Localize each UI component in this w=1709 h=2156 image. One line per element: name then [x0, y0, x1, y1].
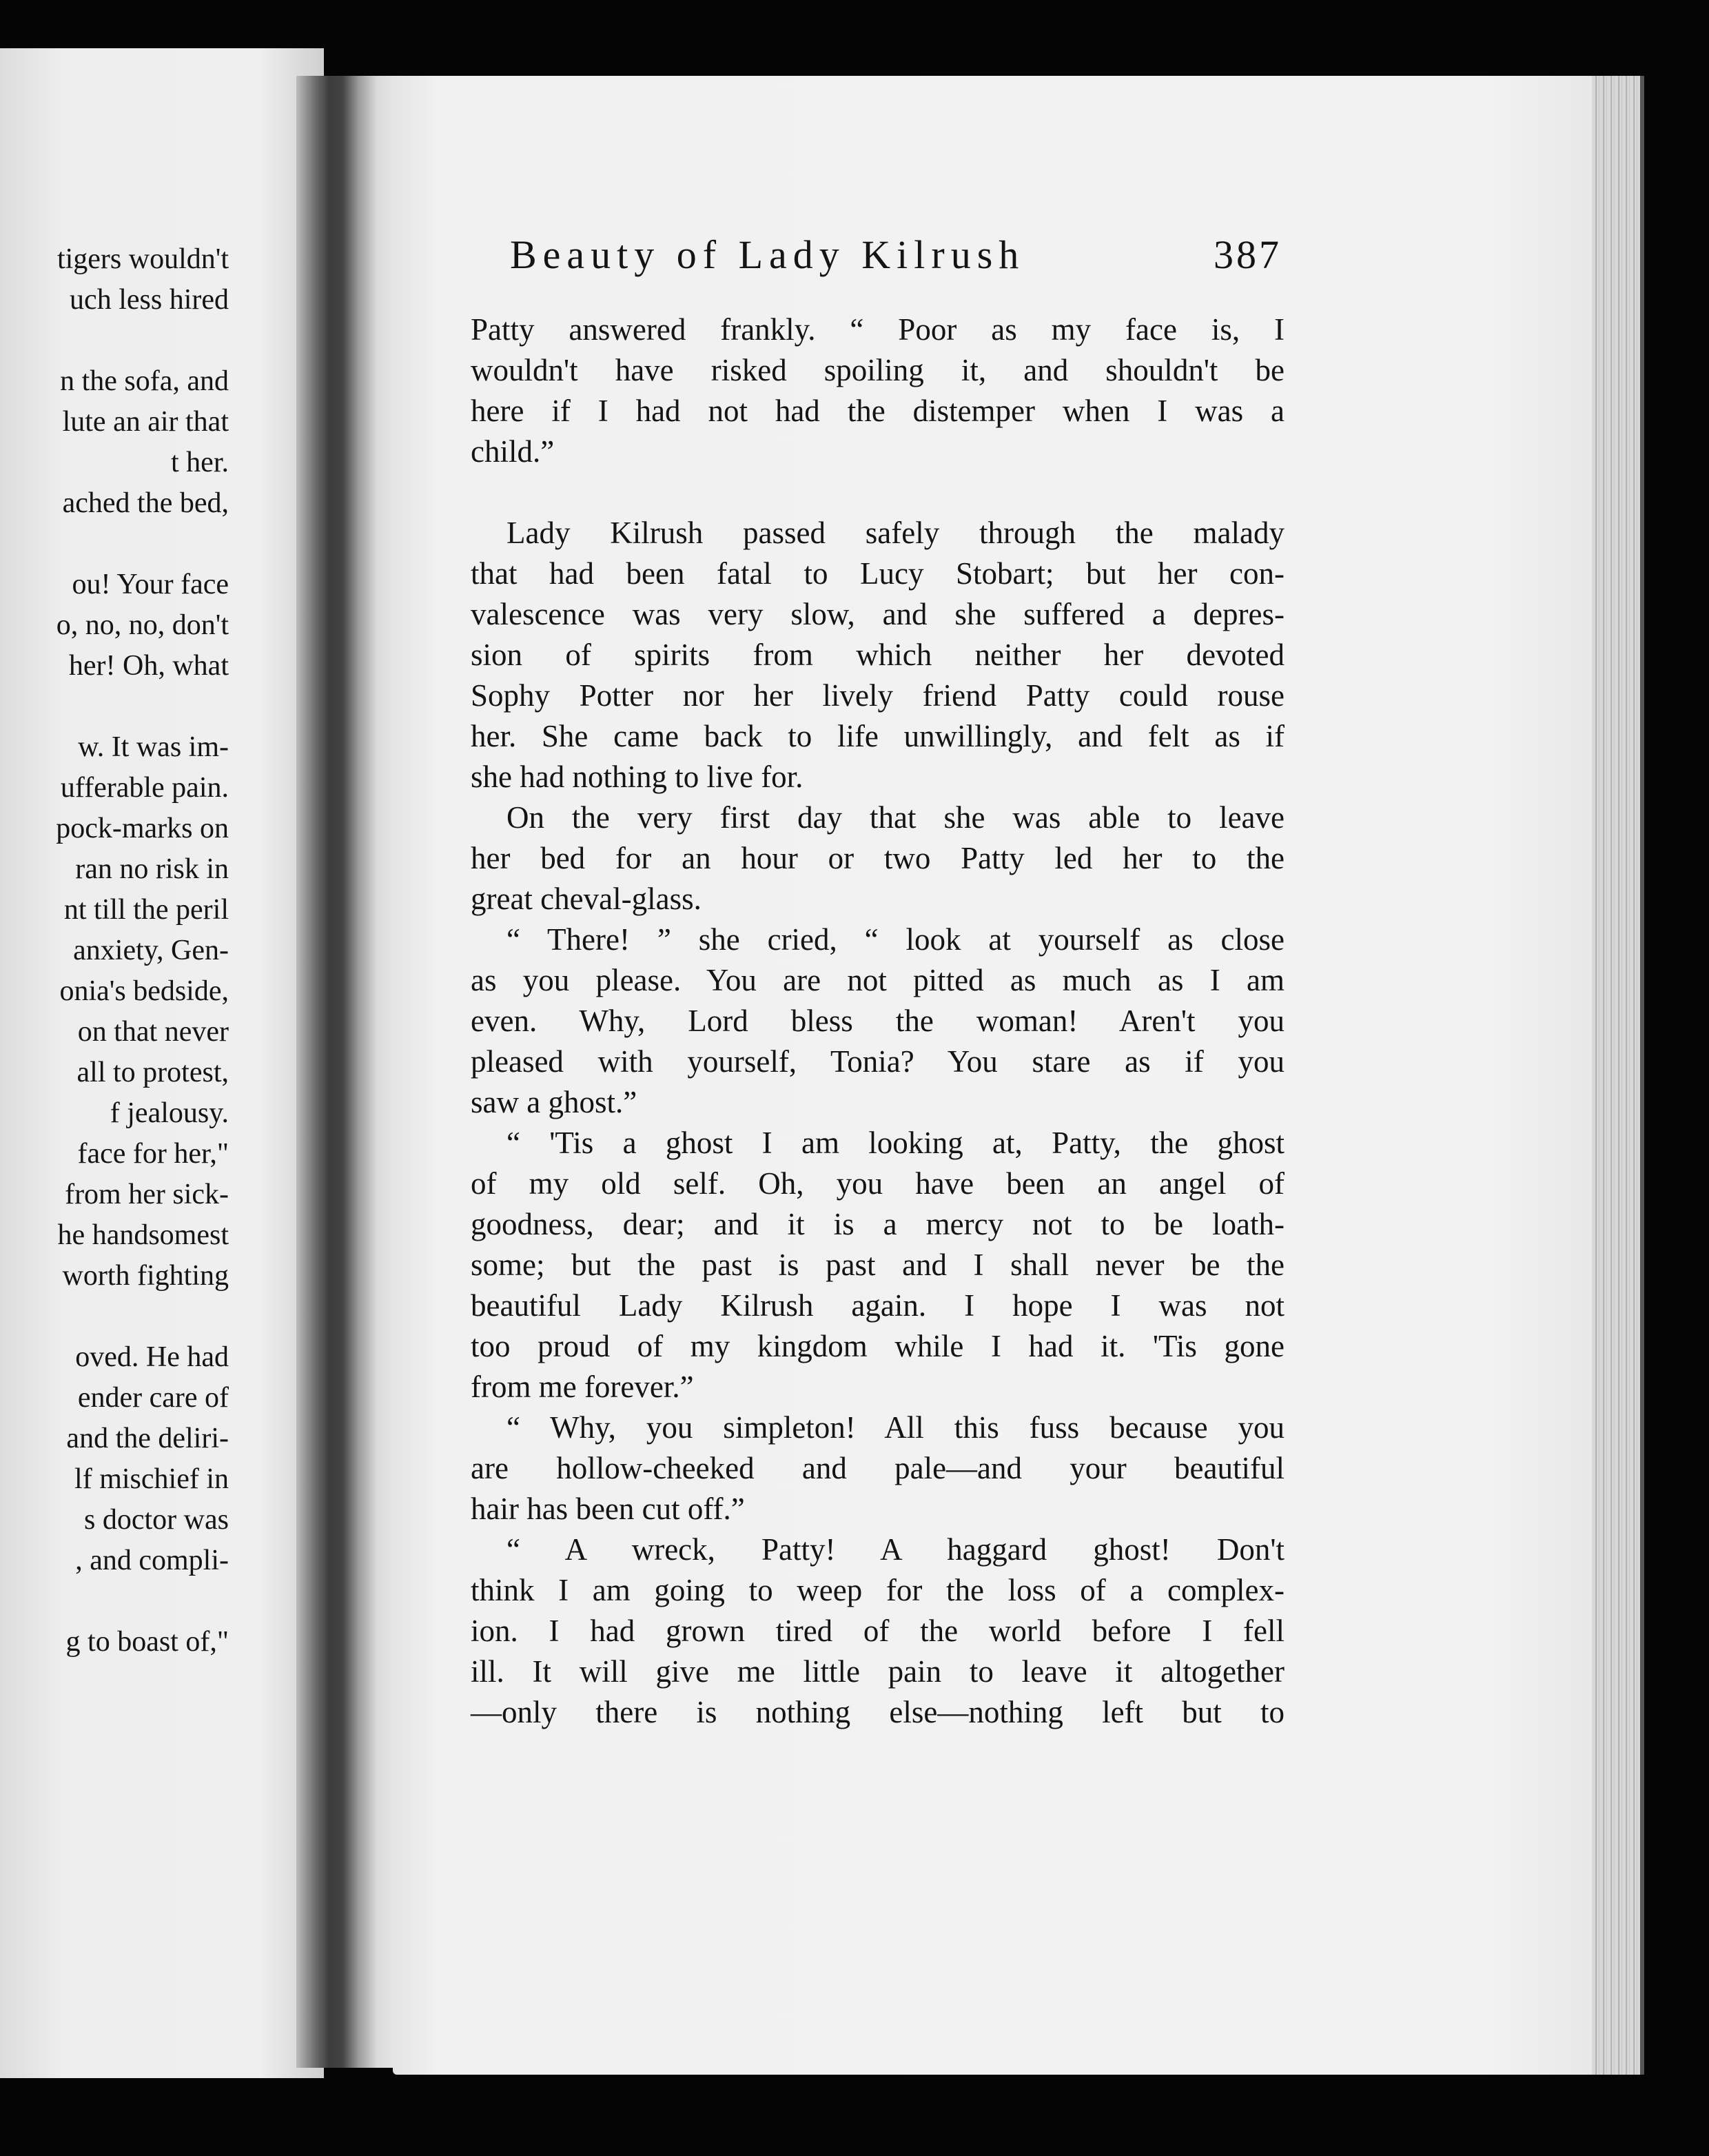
text-line: from me forever.”: [471, 1370, 694, 1404]
left-line: all to protest,: [76, 1057, 229, 1088]
left-line: uch less hired: [70, 284, 229, 316]
text-line: even. Why, Lord bless the woman! Aren't you: [471, 1004, 1285, 1038]
left-line: f jealousy.: [110, 1097, 229, 1129]
text-line: —only there is nothing else—nothing left but to: [471, 1695, 1285, 1729]
text-line: Patty answered frankly. “ Poor as my face is, I: [471, 312, 1285, 347]
left-line: onia's bedside,: [59, 975, 229, 1007]
left-line: he handsomest: [57, 1219, 229, 1251]
text-line: too proud of my kingdom while I had it. 'Tis gone: [471, 1329, 1285, 1363]
text-line: pleased with yourself, Tonia? You stare as if you: [471, 1044, 1285, 1079]
running-head-title: Beauty of Lady Kilrush: [510, 232, 1025, 277]
left-line: s doctor was: [84, 1504, 229, 1536]
text-line: ion. I had grown tired of the world before I fell: [471, 1614, 1285, 1648]
running-head: [510, 232, 1282, 287]
text-line: Sophy Potter nor her lively friend Patty could rouse: [471, 678, 1285, 713]
text-line: she had nothing to live for.: [471, 760, 804, 794]
text-line: “ There! ” she cried, “ look at yourself as close: [506, 922, 1285, 957]
left-line: t her.: [171, 447, 229, 478]
text-line: On the very first day that she was able to leave: [506, 800, 1285, 835]
text-line: her. She came back to life unwillingly, and felt as if: [471, 719, 1285, 753]
text-line: “ 'Tis a ghost I am looking at, Patty, the ghost: [506, 1126, 1285, 1160]
page-number: 387: [1214, 232, 1282, 277]
left-page-text: [0, 243, 229, 1725]
text-line: valescence was very slow, and she suffered a depres-: [471, 597, 1285, 631]
left-line: ender care of: [77, 1382, 229, 1414]
left-line: w. It was im-: [78, 731, 229, 763]
left-line: ou! Your face: [72, 569, 229, 600]
text-line: [471, 474, 1285, 511]
left-line: anxiety, Gen-: [73, 935, 229, 966]
left-line: nt till the peril: [63, 894, 229, 926]
left-line: lf mischief in: [74, 1463, 229, 1495]
text-line: her bed for an hour or two Patty led her to the: [471, 841, 1285, 875]
text-line: think I am going to weep for the loss of a complex-: [471, 1573, 1285, 1607]
text-line: are hollow-cheeked and pale—and your beautiful: [471, 1451, 1285, 1485]
text-line: goodness, dear; and it is a mercy not to be loath-: [471, 1207, 1285, 1241]
left-line: , and compli-: [75, 1545, 229, 1576]
text-line: beautiful Lady Kilrush again. I hope I was not: [471, 1288, 1285, 1323]
text-line: great cheval-glass.: [471, 882, 702, 916]
text-line: “ Why, you simpleton! All this fuss because you: [506, 1410, 1285, 1445]
left-line: pock-marks on: [56, 813, 229, 844]
left-line: her! Oh, what: [68, 650, 229, 682]
book-gutter: [296, 76, 400, 2068]
left-line: and the deliri-: [66, 1423, 229, 1454]
left-line: lute an air that: [62, 406, 229, 438]
page-edges: [1592, 76, 1644, 2075]
text-line: saw a ghost.”: [471, 1085, 637, 1119]
text-line: that had been fatal to Lucy Stobart; but her con-: [471, 556, 1285, 591]
left-line: ached the bed,: [62, 487, 229, 519]
text-line: ill. It will give me little pain to leave it altogether: [471, 1654, 1285, 1689]
left-line: oved. He had: [75, 1341, 229, 1373]
text-line: sion of spirits from which neither her devoted: [471, 638, 1285, 672]
text-line: here if I had not had the distemper when I was a: [471, 394, 1285, 428]
left-line: worth fighting: [62, 1260, 229, 1292]
left-line: ran no risk in: [75, 853, 229, 885]
left-line: tigers wouldn't: [57, 243, 229, 275]
left-line: o, no, no, don't: [56, 609, 229, 641]
left-line: ufferable pain.: [60, 772, 229, 804]
text-line: of my old self. Oh, you have been an angel of: [471, 1166, 1285, 1201]
left-line: g to boast of,": [65, 1626, 229, 1658]
text-line: wouldn't have risked spoiling it, and shouldn't be: [471, 353, 1285, 387]
text-line: child.”: [471, 434, 555, 469]
text-line: “ A wreck, Patty! A haggard ghost! Don't: [506, 1532, 1285, 1567]
left-line: face for her,": [77, 1138, 229, 1170]
text-line: hair has been cut off.”: [471, 1492, 745, 1526]
left-line: on that never: [77, 1016, 229, 1048]
left-line: from her sick-: [65, 1179, 229, 1210]
text-line: as you please. You are not pitted as much as I am: [471, 963, 1285, 997]
left-line: n the sofa, and: [60, 365, 229, 397]
text-line: Lady Kilrush passed safely through the malady: [506, 516, 1285, 550]
text-line: some; but the past is past and I shall never be the: [471, 1248, 1285, 1282]
